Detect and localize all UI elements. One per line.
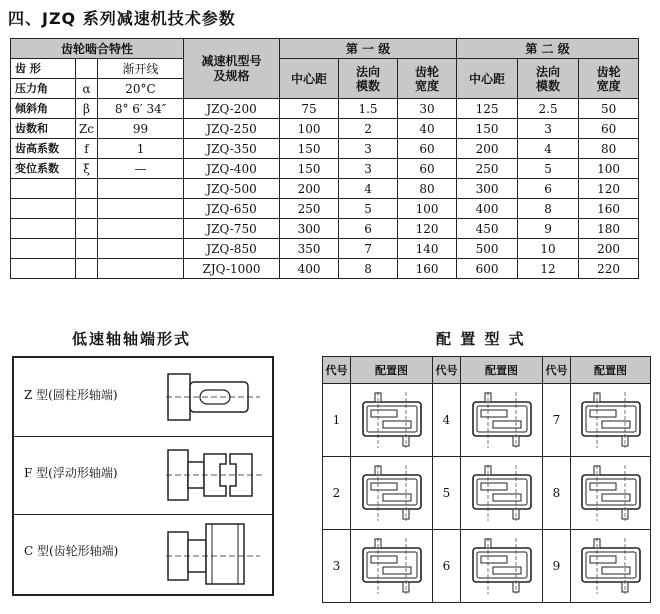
cell-w2: 120 [579, 179, 639, 199]
config-row [323, 457, 651, 530]
cell-w1: 100 [398, 199, 457, 219]
cell-w1: 30 [398, 99, 457, 119]
diagram-header: 配置图 [571, 357, 651, 384]
cell-w2: 180 [579, 219, 639, 239]
cell-m1: 2 [339, 119, 398, 139]
mesh-symbol [76, 59, 98, 79]
cell-model: ZJQ-1000 [184, 259, 280, 279]
config-code: 5 [433, 457, 461, 530]
config-table [322, 356, 651, 603]
cell-m1: 8 [339, 259, 398, 279]
shaft-title: 低速轴轴端形式 [72, 330, 192, 348]
cell-m1: 3 [339, 159, 398, 179]
code-header: 代号 [323, 357, 351, 384]
cell-w1: 60 [398, 139, 457, 159]
diagram-header: 配置图 [351, 357, 433, 384]
cell-m2: 10 [518, 239, 579, 259]
cell-c2: 400 [457, 199, 518, 219]
cell-model: JZQ-750 [184, 219, 280, 239]
code-header: 代号 [543, 357, 571, 384]
cell-m1: 7 [339, 239, 398, 259]
cell-m1: 4 [339, 179, 398, 199]
empty-cell [11, 219, 76, 239]
empty-cell [98, 199, 184, 219]
cell-m1: 6 [339, 219, 398, 239]
cell-c1: 350 [280, 239, 339, 259]
code-header: 代号 [433, 357, 461, 384]
cell-c1: 300 [280, 219, 339, 239]
mesh-label: 压力角 [11, 79, 76, 99]
cell-model: JZQ-650 [184, 199, 280, 219]
mesh-symbol: ξ [76, 159, 98, 179]
mesh-label: 齿高系数 [11, 139, 76, 159]
shaft-label: Z 型(圆柱形轴端) [24, 388, 118, 402]
config-diagram [351, 530, 433, 603]
empty-cell [76, 259, 98, 279]
mesh-symbol: β [76, 99, 98, 119]
mesh-value: — [98, 159, 184, 179]
cell-w2: 50 [579, 99, 639, 119]
mesh-symbol: Zc [76, 119, 98, 139]
cell-model: JZQ-400 [184, 159, 280, 179]
empty-cell [11, 179, 76, 199]
config-diagram [571, 530, 651, 603]
config-diagram [461, 530, 543, 603]
cell-w2: 80 [579, 139, 639, 159]
cell-m2: 12 [518, 259, 579, 279]
table-row [11, 139, 639, 159]
config-code: 1 [323, 384, 351, 457]
table-row [11, 239, 639, 259]
cell-m2: 2.5 [518, 99, 579, 119]
stage1-header: 第 一 级 [280, 39, 457, 59]
mesh-label: 齿数和 [11, 119, 76, 139]
cell-m2: 5 [518, 159, 579, 179]
config-code: 7 [543, 384, 571, 457]
shaft-label: F 型(浮动形轴端) [24, 466, 118, 480]
col-width-2: 齿轮 宽度 [579, 59, 639, 99]
shaft-label: C 型(齿轮形轴端) [24, 544, 119, 558]
cell-m1: 5 [339, 199, 398, 219]
stage2-header: 第 二 级 [457, 39, 639, 59]
cell-w1: 60 [398, 159, 457, 179]
spec-body [11, 99, 639, 279]
shaft-panel [12, 356, 274, 596]
page-title: 四、JZQ 系列减速机技术参数 [8, 9, 236, 28]
empty-cell [11, 199, 76, 219]
cell-m2: 3 [518, 119, 579, 139]
config-title: 配 置 型 式 [436, 330, 526, 348]
col-center-1: 中心距 [280, 59, 339, 99]
floating-shaft-icon [164, 440, 268, 510]
mesh-value: 99 [98, 119, 184, 139]
cell-model: JZQ-200 [184, 99, 280, 119]
reducer-layout-icon [576, 390, 646, 450]
reducer-layout-icon [576, 536, 646, 596]
empty-cell [98, 179, 184, 199]
mesh-symbol: f [76, 139, 98, 159]
cell-c1: 400 [280, 259, 339, 279]
cell-c2: 500 [457, 239, 518, 259]
cell-w1: 120 [398, 219, 457, 239]
cell-w1: 140 [398, 239, 457, 259]
table-row [11, 199, 639, 219]
diagram-header: 配置图 [461, 357, 543, 384]
empty-cell [76, 179, 98, 199]
cylindrical-shaft-icon [164, 362, 268, 432]
reducer-layout-icon [467, 390, 537, 450]
cell-m2: 8 [518, 199, 579, 219]
table-row [11, 179, 639, 199]
config-diagram [351, 384, 433, 457]
mesh-header: 齿轮啮合特性 [11, 39, 184, 59]
mesh-label: 倾斜角 [11, 99, 76, 119]
cell-c1: 150 [280, 139, 339, 159]
table-row [11, 119, 639, 139]
mesh-label: 齿 形 [11, 59, 76, 79]
cell-c1: 150 [280, 159, 339, 179]
cell-model: JZQ-500 [184, 179, 280, 199]
col-module-2: 法向 模数 [518, 59, 579, 99]
mesh-value: 渐开线 [98, 59, 184, 79]
config-row [323, 384, 651, 457]
empty-cell [98, 259, 184, 279]
cell-c2: 300 [457, 179, 518, 199]
config-row [323, 530, 651, 603]
config-diagram [571, 457, 651, 530]
cell-w1: 40 [398, 119, 457, 139]
model-header: 减速机型号 及规格 [184, 39, 280, 99]
table-row [11, 259, 639, 279]
gear-shaft-icon [164, 518, 268, 588]
shaft-row-z [14, 358, 272, 437]
mesh-value: 20°C [98, 79, 184, 99]
empty-cell [76, 219, 98, 239]
empty-cell [11, 239, 76, 259]
cell-c2: 600 [457, 259, 518, 279]
config-body [323, 384, 651, 603]
table-row [11, 159, 639, 179]
config-code: 3 [323, 530, 351, 603]
reducer-layout-icon [576, 463, 646, 523]
reducer-layout-icon [467, 536, 537, 596]
mesh-symbol: α [76, 79, 98, 99]
reducer-layout-icon [357, 390, 427, 450]
cell-c2: 150 [457, 119, 518, 139]
table-row [11, 99, 639, 119]
table-row [11, 219, 639, 239]
config-diagram [461, 457, 543, 530]
config-diagram [461, 384, 543, 457]
reducer-layout-icon [357, 463, 427, 523]
config-diagram [571, 384, 651, 457]
empty-cell [98, 239, 184, 259]
cell-w2: 220 [579, 259, 639, 279]
reducer-layout-icon [357, 536, 427, 596]
col-module-1: 法向 模数 [339, 59, 398, 99]
config-code: 6 [433, 530, 461, 603]
col-center-2: 中心距 [457, 59, 518, 99]
shaft-row-f [14, 436, 272, 515]
config-diagram [351, 457, 433, 530]
cell-w2: 160 [579, 199, 639, 219]
spec-table [10, 38, 639, 279]
mesh-value: 1 [98, 139, 184, 159]
cell-c2: 250 [457, 159, 518, 179]
col-width-1: 齿轮 宽度 [398, 59, 457, 99]
cell-w1: 80 [398, 179, 457, 199]
mesh-label: 变位系数 [11, 159, 76, 179]
cell-m1: 3 [339, 139, 398, 159]
config-code: 4 [433, 384, 461, 457]
reducer-layout-icon [467, 463, 537, 523]
cell-m2: 4 [518, 139, 579, 159]
cell-model: JZQ-850 [184, 239, 280, 259]
cell-c1: 200 [280, 179, 339, 199]
config-code: 9 [543, 530, 571, 603]
config-code: 2 [323, 457, 351, 530]
cell-c2: 125 [457, 99, 518, 119]
empty-cell [76, 199, 98, 219]
shaft-row-c [14, 514, 272, 592]
cell-c1: 100 [280, 119, 339, 139]
cell-model: JZQ-250 [184, 119, 280, 139]
empty-cell [98, 219, 184, 239]
cell-m2: 9 [518, 219, 579, 239]
cell-m1: 1.5 [339, 99, 398, 119]
cell-c1: 75 [280, 99, 339, 119]
cell-m2: 6 [518, 179, 579, 199]
cell-w1: 160 [398, 259, 457, 279]
cell-c2: 200 [457, 139, 518, 159]
cell-model: JZQ-350 [184, 139, 280, 159]
empty-cell [76, 239, 98, 259]
cell-c1: 250 [280, 199, 339, 219]
cell-w2: 60 [579, 119, 639, 139]
cell-c2: 450 [457, 219, 518, 239]
config-code: 8 [543, 457, 571, 530]
cell-w2: 200 [579, 239, 639, 259]
cell-w2: 100 [579, 159, 639, 179]
empty-cell [11, 259, 76, 279]
mesh-value: 8° 6′ 34″ [98, 99, 184, 119]
